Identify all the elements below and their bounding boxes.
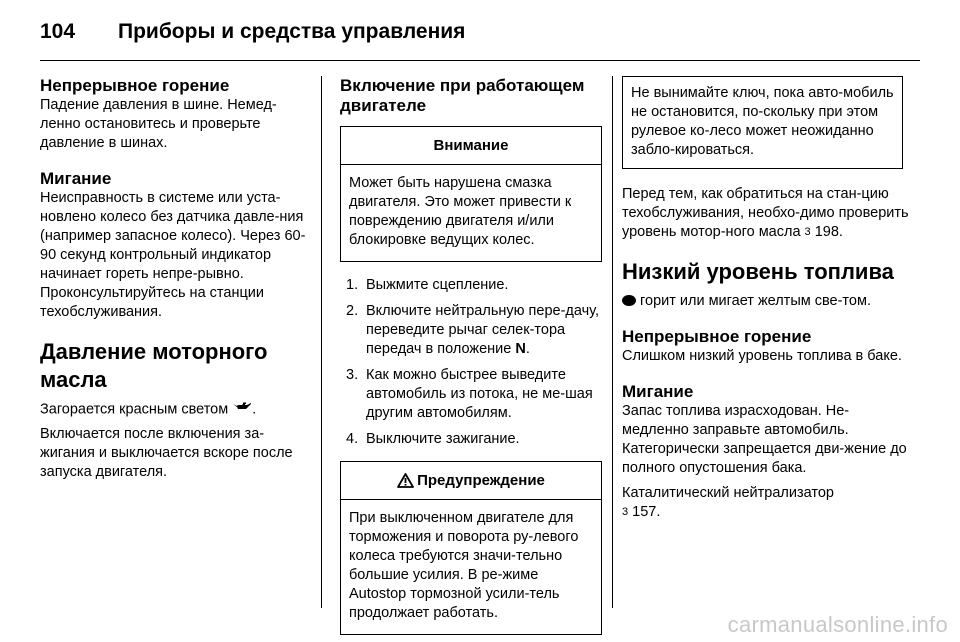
steps-list [340,276,602,449]
caution-text: Может быть нарушена смазка двигателя. Это может привести к повреждению двигателя и/или блокировке ведущих колес. [349,175,572,248]
list-item: 2. Включите нейтральную пере-дачу, переведите рычаг селек-тора передач в положение N. [346,303,599,357]
note-text: Не вынимайте ключ, пока авто-мобиль не остановится, по-скольку при этом рулевое ко-лесо может неожиданно забло-кироваться. [631,85,894,158]
watermark: carmanualsonline.info [727,612,948,637]
section-text: Загорается красным светом . [40,401,257,418]
warning-triangle-icon [397,465,414,503]
section-title-low-fuel: Низкий уровень топлива [622,259,894,284]
section-text: Неисправность в системе или уста-новлено колесо без датчика давле-ния (например запасное колесо). Через 60-90 секунд контрольный индикатор начинает гореть непре-рывно. Проконсультируйтесь на станции техобслуживания. [40,190,306,320]
section-text: Слишком низкий уровень топлива в баке. [622,348,902,364]
column-3 [622,76,912,522]
section-text: Перед тем, как обратиться на стан-цию техобслуживания, необхо-димо проверить уровень мотор-ного масла 3 198. [622,186,909,240]
section-text: горит или мигает желтым све-том. [622,292,912,311]
section-text: Включается после включения за-жигания и выключается вскоре после запуска двигателя. [40,426,293,481]
caution-box [340,126,602,262]
caution-title: Внимание [341,127,601,165]
section-heading: Мигание [622,382,694,401]
oil-can-icon [232,400,252,419]
section-title-oil-pressure: Давление моторного масла [40,339,268,392]
page-ref-icon: 3 [804,226,811,238]
page-ref-link[interactable]: 157. [632,504,661,520]
section-heading: Включение при работающем двигателе [340,76,585,115]
column-divider [612,76,613,608]
section-text: Падение давления в шине. Немед-ленно остановитесь и проверьте давление в шинах. [40,97,277,151]
section-heading: Мигание [40,169,112,188]
column-2 [340,76,602,635]
header-rule [40,60,920,61]
section-heading: Непрерывное горение [40,76,230,95]
page-ref-link[interactable]: 198. [814,224,843,240]
page-number: 104 [40,20,76,43]
section-heading: Непрерывное горение [622,327,812,346]
section-text: Запас топлива израсходован. Не-медленно заправьте автомобиль. Категорически запрещается дви-жение до полного опустошения бака. [622,403,907,476]
section-text: Каталитический нейтрализатор 3 157. [622,485,834,520]
list-item: 3. Как можно быстрее выведите автомобиль из потока, не ме-шая другим автомобилям. [346,367,593,421]
note-box [622,76,903,169]
warning-title: Предупреждение [341,462,601,500]
list-item: 1. Выжмите сцепление. [346,277,509,293]
column-divider [321,76,322,608]
warning-text: При выключенном двигателе для торможения и поворота ру-левого колеса требуются значи-тельно большие усилия. В ре-жиме Autostop тормозной усили-тель продолжает работать. [349,510,579,621]
warning-box [340,461,602,635]
page-header [40,20,465,50]
list-item: 4. Выключите зажигание. [346,431,520,447]
fuel-indicator-icon [622,295,636,306]
page-title: Приборы и средства управления [118,20,466,43]
page-ref-icon: 3 [622,506,629,518]
column-1 [40,76,312,482]
